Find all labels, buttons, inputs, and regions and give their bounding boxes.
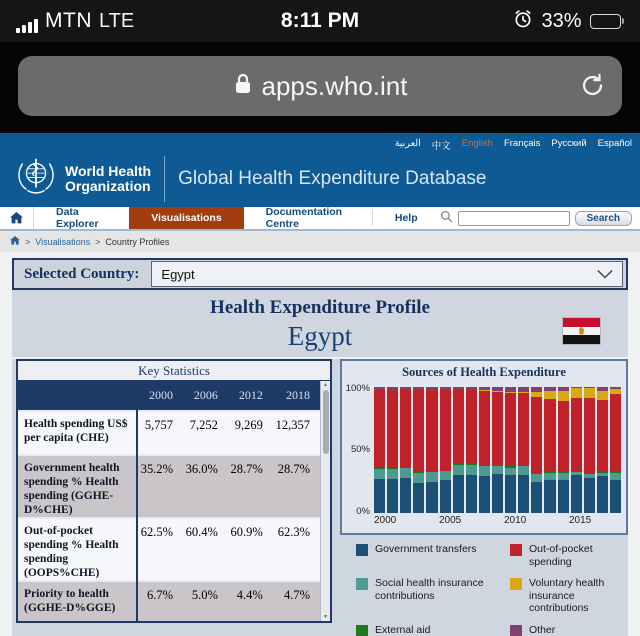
y-tick-100: 100% xyxy=(345,383,370,394)
who-site-header xyxy=(0,133,640,207)
chevron-down-icon xyxy=(597,269,613,279)
who-org-name: World Health Organization xyxy=(65,163,152,194)
lang-chinese[interactable]: 中文 xyxy=(431,141,451,152)
bar-segment-voluntary-health-insurance xyxy=(571,388,582,397)
legend-item-voluntary-health-insurance xyxy=(510,577,628,615)
bar-2012 xyxy=(531,387,542,513)
legend-swatch-out-of-pocket xyxy=(510,544,522,556)
search-input[interactable] xyxy=(458,211,570,226)
nav-data-explorer[interactable]: Data Explorer xyxy=(56,206,99,230)
battery-percentage: 33% xyxy=(541,9,582,32)
breadcrumb-visualisations[interactable]: Visualisations xyxy=(35,236,91,247)
legend-item-other xyxy=(510,624,628,636)
bar-segment-social-health-insurance xyxy=(387,469,398,479)
bar-segment-government-transfers xyxy=(387,479,398,513)
search-button[interactable]: Search xyxy=(575,211,632,226)
legend-item-government-transfers xyxy=(356,543,504,568)
lang-spanish[interactable]: Español xyxy=(597,138,632,149)
lang-french[interactable]: Français xyxy=(503,138,541,149)
bar-segment-social-health-insurance xyxy=(518,466,529,475)
table-row: Priority to health (GGHE-D%GGE) 6.7% 5.0% 4.4% 4.7% xyxy=(18,581,320,621)
bar-segment-government-transfers xyxy=(610,480,621,513)
bar-segment-social-health-insurance xyxy=(558,473,569,481)
bar-segment-out-of-pocket xyxy=(387,390,398,468)
bar-segment-out-of-pocket xyxy=(610,394,621,472)
legend-label: Out-of-pocket spending xyxy=(529,543,593,568)
bar-segment-out-of-pocket xyxy=(544,399,555,472)
legend-label: Government transfers xyxy=(375,543,477,555)
bar-segment-social-health-insurance xyxy=(466,465,477,476)
browser-chrome xyxy=(0,42,640,133)
home-icon[interactable] xyxy=(0,207,34,229)
bar-2018 xyxy=(610,387,621,513)
reload-icon[interactable] xyxy=(579,72,606,104)
bar-2001 xyxy=(387,387,398,513)
country-dropdown[interactable] xyxy=(151,261,623,287)
table-scrollbar[interactable] xyxy=(320,381,330,621)
chart-title: Sources of Health Expenditure xyxy=(402,365,566,379)
legend-item-social-health-insurance xyxy=(356,577,504,615)
bar-2008 xyxy=(479,387,490,513)
x-tick-2005: 2005 xyxy=(439,515,462,526)
bar-segment-social-health-insurance xyxy=(505,468,516,476)
key-statistics-panel xyxy=(16,359,332,623)
lock-icon xyxy=(233,72,253,101)
selected-country-label: Selected Country: xyxy=(24,265,140,282)
site-title: Global Health Expenditure Database xyxy=(178,167,487,189)
country-dropdown-value: Egypt xyxy=(161,266,195,282)
row-label: Government health spending % Health spending (GGHE-D%CHE) xyxy=(18,455,137,518)
stats-corner-cell xyxy=(18,381,137,411)
status-bar xyxy=(0,0,640,42)
bar-segment-social-health-insurance xyxy=(400,468,411,477)
bar-segment-voluntary-health-insurance xyxy=(544,391,555,399)
who-logo[interactable] xyxy=(13,153,59,204)
bar-segment-social-health-insurance xyxy=(610,473,621,481)
search-icon xyxy=(440,210,453,226)
bar-segment-government-transfers xyxy=(571,475,582,513)
bar-segment-social-health-insurance xyxy=(479,466,490,476)
bar-segment-government-transfers xyxy=(453,475,464,513)
legend-label: External aid xyxy=(375,623,431,636)
bar-2005 xyxy=(440,387,451,513)
chart-x-axis xyxy=(374,513,621,527)
bar-segment-out-of-pocket xyxy=(505,393,516,467)
bar-segment-government-transfers xyxy=(544,480,555,513)
carrier-name: MTN xyxy=(45,9,92,32)
bar-segment-voluntary-health-insurance xyxy=(584,388,595,397)
bar-2013 xyxy=(544,387,555,513)
bar-2014 xyxy=(558,387,569,513)
country-selector-row xyxy=(12,258,628,290)
bar-segment-government-transfers xyxy=(413,483,424,513)
lang-russian[interactable]: Русский xyxy=(551,138,587,149)
bar-segment-social-health-insurance xyxy=(492,466,503,474)
nav-help[interactable]: Help xyxy=(394,212,418,224)
y-tick-0: 0% xyxy=(356,506,370,517)
bar-segment-government-transfers xyxy=(584,478,595,513)
bar-segment-social-health-insurance xyxy=(413,473,424,483)
network-type: LTE xyxy=(99,10,135,32)
bar-segment-government-transfers xyxy=(531,482,542,514)
legend-swatch-external-aid xyxy=(356,625,368,636)
profile-header xyxy=(12,290,628,357)
bar-segment-out-of-pocket xyxy=(531,397,542,474)
bar-segment-social-health-insurance xyxy=(374,469,385,479)
bar-segment-government-transfers xyxy=(505,475,516,513)
bar-segment-government-transfers xyxy=(440,480,451,513)
language-switcher xyxy=(0,133,640,152)
bar-segment-out-of-pocket xyxy=(453,390,464,464)
bar-2006 xyxy=(453,387,464,513)
bar-2009 xyxy=(492,387,503,513)
bar-segment-out-of-pocket xyxy=(426,390,437,471)
bar-segment-voluntary-health-insurance xyxy=(558,391,569,401)
bar-segment-government-transfers xyxy=(479,476,490,513)
bar-segment-social-health-insurance xyxy=(453,465,464,475)
bar-segment-social-health-insurance xyxy=(426,472,437,481)
key-statistics-title: Key Statistics xyxy=(18,361,330,381)
row-label: Health spending US$ per capita (CHE) xyxy=(18,411,137,455)
row-label: Priority to health (GGHE-D%GGE) xyxy=(18,581,137,621)
legend-swatch-government-transfers xyxy=(356,544,368,556)
legend-swatch-other xyxy=(510,625,522,636)
bar-2011 xyxy=(518,387,529,513)
bar-2017 xyxy=(597,387,608,513)
legend-swatch-social-health-insurance xyxy=(356,578,368,590)
bar-segment-government-transfers xyxy=(558,480,569,513)
x-tick-2010: 2010 xyxy=(504,515,527,526)
egypt-flag xyxy=(563,318,600,344)
bar-2015 xyxy=(571,387,582,513)
breadcrumb: > Visualisations > Country Profiles xyxy=(0,231,640,252)
bar-segment-out-of-pocket xyxy=(518,393,529,465)
page-title: Health Expenditure Profile xyxy=(210,297,430,318)
bar-segment-government-transfers xyxy=(426,482,437,514)
legend-label: Social health insurance contributions xyxy=(375,577,484,602)
bar-segment-social-health-insurance xyxy=(531,474,542,482)
lang-arabic[interactable]: العربية xyxy=(394,138,421,149)
bar-2002 xyxy=(400,387,411,513)
bar-segment-out-of-pocket xyxy=(466,390,477,463)
bar-segment-out-of-pocket xyxy=(374,390,385,469)
legend-swatch-voluntary-health-insurance xyxy=(510,578,522,590)
sources-chart-panel xyxy=(340,359,628,535)
country-name: Egypt xyxy=(287,321,353,351)
key-statistics-table xyxy=(18,381,320,621)
bar-segment-government-transfers xyxy=(518,475,529,513)
bar-segment-out-of-pocket xyxy=(597,400,608,472)
legend-label: Voluntary health insurance contributions xyxy=(529,577,605,614)
bar-segment-government-transfers xyxy=(374,479,385,513)
bar-segment-social-health-insurance xyxy=(544,473,555,481)
url-text: apps.who.int xyxy=(261,70,408,101)
main-navigation xyxy=(0,207,640,231)
breadcrumb-home-icon[interactable] xyxy=(10,236,20,247)
scroll-up-arrow[interactable]: ▲ xyxy=(323,382,328,388)
bar-segment-out-of-pocket xyxy=(440,390,451,471)
scrollbar-thumb[interactable] xyxy=(323,390,329,454)
bar-segment-out-of-pocket xyxy=(400,390,411,467)
clock-time: 8:11 PM xyxy=(280,9,360,32)
battery-icon xyxy=(590,14,625,29)
bar-segment-out-of-pocket xyxy=(492,392,503,464)
bar-segment-government-transfers xyxy=(597,476,608,513)
breadcrumb-country-profiles: Country Profiles xyxy=(105,236,170,247)
bar-2004 xyxy=(426,387,437,513)
alarm-clock-icon xyxy=(513,9,533,34)
bar-segment-government-transfers xyxy=(492,474,503,513)
bar-segment-out-of-pocket xyxy=(558,401,569,472)
year-header: 2000 xyxy=(137,381,183,411)
chart-plot xyxy=(345,383,621,517)
chart-legend xyxy=(356,543,628,636)
bar-segment-government-transfers xyxy=(400,478,411,513)
bar-segment-social-health-insurance xyxy=(440,471,451,480)
lang-english[interactable]: English xyxy=(461,138,493,149)
bar-segment-government-transfers xyxy=(466,475,477,513)
x-tick-2000: 2000 xyxy=(374,515,397,526)
page-body xyxy=(0,252,640,636)
bar-segment-out-of-pocket xyxy=(413,390,424,472)
bar-2010 xyxy=(505,387,516,513)
year-header: 2018 xyxy=(273,381,320,411)
bar-segment-voluntary-health-insurance xyxy=(597,391,608,400)
scroll-down-arrow[interactable]: ▼ xyxy=(323,614,328,620)
year-header: 2012 xyxy=(228,381,273,411)
x-tick-2015: 2015 xyxy=(569,515,592,526)
bar-segment-out-of-pocket xyxy=(571,398,582,472)
bar-2007 xyxy=(466,387,477,513)
bar-2016 xyxy=(584,387,595,513)
bar-2003 xyxy=(413,387,424,513)
nav-documentation-centre[interactable]: Documentation Centre xyxy=(265,206,343,230)
bar-2000 xyxy=(374,387,385,513)
bar-segment-out-of-pocket xyxy=(479,391,490,465)
legend-item-out-of-pocket xyxy=(510,543,628,568)
address-bar[interactable] xyxy=(18,56,622,116)
table-row: Out-of-pocket spending % Health spending (OOPS%CHE) 62.5% 60.4% 60.9% 62.3% xyxy=(18,518,320,581)
nav-visualisations[interactable]: Visualisations xyxy=(129,207,243,229)
table-row: Health spending US$ per capita (CHE) 5,757 7,252 9,269 12,357 xyxy=(18,411,320,455)
legend-label: Other xyxy=(529,623,556,636)
table-row: Government health spending % Health spending (GGHE-D%CHE) 35.2% 36.0% 28.7% 28.7% xyxy=(18,455,320,518)
row-label: Out-of-pocket spending % Health spending (OOPS%CHE) xyxy=(18,518,137,581)
year-header: 2006 xyxy=(183,381,228,411)
bar-segment-out-of-pocket xyxy=(584,398,595,474)
legend-item-external-aid xyxy=(356,624,504,636)
brand-divider xyxy=(164,156,165,202)
y-tick-50: 50% xyxy=(350,444,370,455)
